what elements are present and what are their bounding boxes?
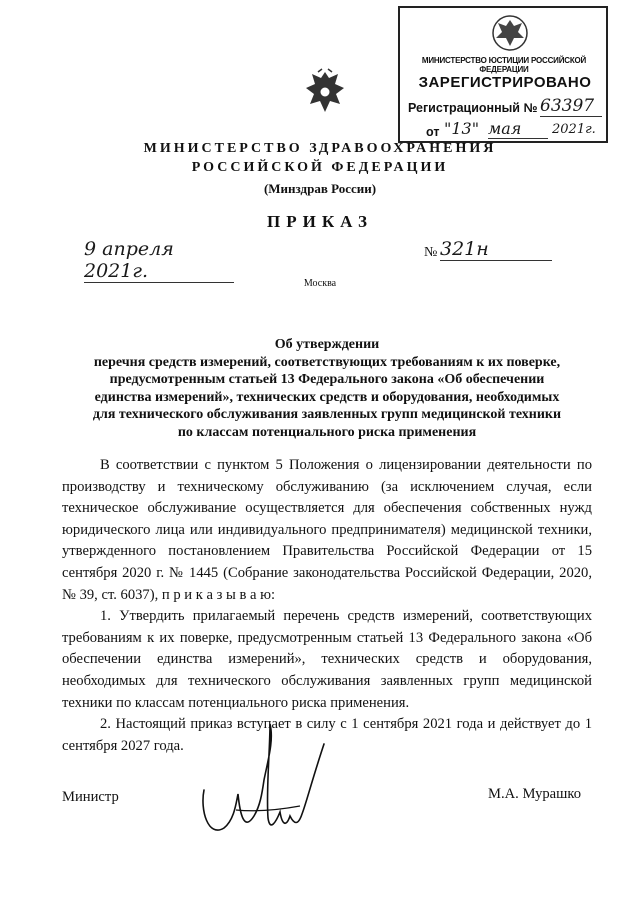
stamp-reg-label: Регистрационный № bbox=[408, 101, 538, 115]
document-type: ПРИКАЗ bbox=[267, 212, 373, 231]
title-line: по классам потенциального риска применения bbox=[177, 424, 477, 440]
state-emblem-icon bbox=[300, 68, 350, 118]
ministry-name-line2: РОССИЙСКОЙ ФЕДЕРАЦИИ bbox=[191, 160, 449, 175]
signatory-position: Министр bbox=[62, 789, 119, 805]
title-line: единства измерений», технических средств и оборудования, необходимых bbox=[94, 389, 560, 405]
handwritten-signature bbox=[196, 720, 336, 850]
item-1-paragraph: 1. Утвердить прилагаемый перечень средств измерений, соответствующих требованиям к их поверке, предусмотренным статьей 13 Федерального закона «Об обеспечении единства измерений», технических средств и оборудования, необходимых для технического обслуживания заявленных групп медицинской техники по классам потенциального риска применения. bbox=[62, 608, 592, 711]
coat-of-arms-icon bbox=[490, 14, 530, 52]
stamp-reg-number: 63397 bbox=[540, 96, 602, 117]
city: Москва bbox=[303, 278, 337, 289]
title-line: перечня средств измерений, соответствующих требованиям к их поверке, bbox=[93, 354, 561, 370]
order-date: 9 апреля 2021г. bbox=[84, 238, 234, 283]
stamp-date-year: 2021г. bbox=[552, 122, 596, 137]
ministry-name-line1: МИНИСТЕРСТВО ЗДРАВООХРАНЕНИЯ bbox=[143, 141, 497, 156]
title-line: предусмотренным статьей 13 Федерального закона «Об обеспечении bbox=[109, 372, 545, 387]
stamp-ministry: МИНИСТЕРСТВО ЮСТИЦИИ РОССИЙСКОЙ ФЕДЕРАЦИИ bbox=[421, 56, 587, 74]
order-title bbox=[60, 336, 594, 441]
number-sign: № bbox=[424, 245, 438, 260]
item-2-paragraph: 2. Настоящий приказ вступает в силу с 1 сентября 2021 года и действует до 1 сентября 2027 года. bbox=[62, 716, 592, 754]
intro-paragraph: В соответствии с пунктом 5 Положения о лицензировании деятельности по производству и техническому обслуживанию (за исключением случая, если техническое обслуживание осуществляется для обеспечения собственных нужд юридического лица или индивидуального предпринимателя) медицинской техники, утвержденного постановлением Правительства Российской Федерации от 15 сентября 2020 г. № 1445 (Собрание законодательства Российской Федерации, 2020, № 39, ст. 6037), п р и к а з ы в а ю: bbox=[62, 457, 592, 603]
ministry-short-name: (Минздрав России) bbox=[263, 181, 377, 196]
stamp-status: ЗАРЕГИСТРИРОВАНО bbox=[418, 74, 592, 91]
order-number: 321н bbox=[440, 238, 552, 261]
stamp-date-prefix: от bbox=[426, 125, 440, 139]
title-line: Об утверждении bbox=[274, 337, 380, 352]
registration-stamp bbox=[398, 6, 608, 143]
stamp-date-day: "13" bbox=[444, 119, 480, 138]
order-body bbox=[62, 455, 592, 757]
title-line: для технического обслуживания заявленных групп медицинской техники bbox=[92, 407, 562, 422]
signatory-name: М.А. Мурашко bbox=[488, 786, 582, 802]
stamp-date-month: мая bbox=[488, 119, 548, 139]
